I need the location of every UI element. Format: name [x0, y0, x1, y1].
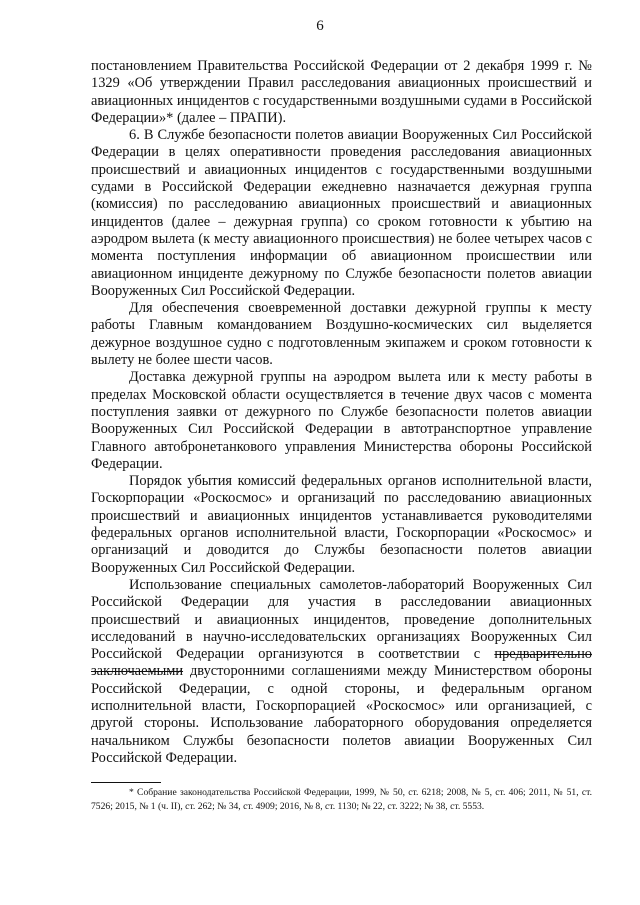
- footnote: * Собрание законодательства Российской Федерации, 1999, № 50, ст. 6218; 2008, № 5, ст. 406; 2011, № 51, ст. 7526; 2015, № 1 (ч. II), ст. 262; № 34, ст. 4909; 2016, № 8, ст. 1130; № 22, ст. 3222; № 38, ст. 5553.: [91, 787, 592, 812]
- paragraph-commission-departure: Порядок убытия комиссий федеральных органов исполнительной власти, Госкорпорации «Роскосмос» и организаций по расследованию авиационных происшествий и авиационных инцидентов устанавливается руководителями федеральных органов исполнительной власти, Госкорпорации «Роскосмос» и организаций и доводится до Службы безопасности полетов авиации Вооруженных Сил Российской Федерации.: [91, 473, 592, 576]
- footnote-separator: [91, 782, 161, 783]
- document-body: [91, 58, 592, 767]
- paragraph-ground-delivery: Доставка дежурной группы на аэродром вылета или к месту работы в пределах Московской области осуществляется в течение двух часов с момента поступления заявки от дежурного по Службе безопасности полетов авиации Вооруженных Сил Российской Федерации в автотранспортное управление Главного автобронетанкового управления Министерства обороны Российской Федерации.: [91, 369, 592, 472]
- struck-out-text: предварительно заключаемыми: [91, 646, 592, 680]
- lab-paragraph-start: Использование специальных самолетов-лабораторий Вооруженных Сил Российской Федерации для участия в расследовании авиационных происшествий и авиационных инцидентов, проведение дополнительных исследований в научно-исследовательских организациях Вооруженных Сил Российской Федерации организуются в соответствии с: [91, 576, 592, 663]
- paragraph-aircraft-delivery: Для обеспечения своевременной доставки дежурной группы к месту работы Главным командованием Воздушно-космических сил выделяется дежурное воздушное судно с подготовленным экипажем и сроком готовности к вылету не более шести часов.: [91, 300, 592, 369]
- paragraph-item-6: 6. В Службе безопасности полетов авиации Вооруженных Сил Российской Федерации в целях оперативности проведения расследования авиационных происшествий и авиационных инцидентов с государственными воздушными судами в Российской Федерации ежедневно назначается дежурная группа (комиссия) по расследованию авиационных происшествий и авиационных инцидентов (далее – дежурная группа) со сроком готовности к убытию на аэродром вылета (к месту авиационного происшествия) не более четырех часов с момента поступления информации об авиационном происшествии или авиационном инциденте дежурному по Службе безопасности полетов авиации Вооруженных Сил Российской Федерации.: [91, 127, 592, 299]
- paragraph-continuation: постановлением Правительства Российской Федерации от 2 декабря 1999 г. № 1329 «Об утверждении Правил расследования авиационных происшествий и авиационных инцидентов с государственными воздушными судами в Российской Федерации»* (далее – ПРАПИ).: [91, 58, 592, 126]
- page-number: 6: [316, 18, 324, 34]
- paragraph-lab-aircraft: [91, 577, 592, 767]
- lab-paragraph-end: двусторонними соглашениями между Министерством обороны Российской Федерации, с одной стороны, и федеральным органом исполнительной власти, Госкорпорацией «Роскосмос» или организацией, с другой стороны. Использование лабораторного оборудования определяется начальником Службы безопасности полетов авиации Вооруженных Сил Российской Федерации.: [91, 663, 592, 766]
